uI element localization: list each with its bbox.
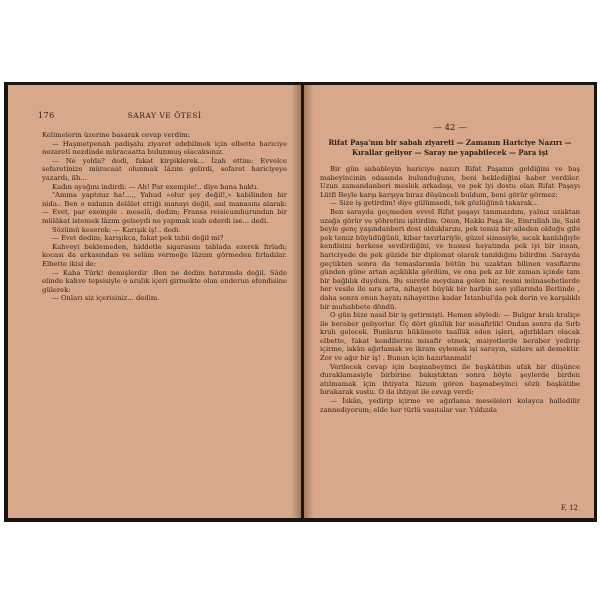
- paragraph: — Haşmetpenah padişahı ziyaret edebilmek için elbette hariciye nezareti nezdinde müracaatta bulunmuş olacaksınız.: [42, 139, 287, 157]
- paragraph: "Amma yaptınız ha!...., Yahud «olur şey değil!,» kabilinden bir nida.. Ben o nidanın delâlet ettiği manayı değil, asıl manasını alarak: — Evet, par exemple . meselâ, dedim; Fransa reisicumhurundan bir mülâkat istemek lâzım gelseydi ne yapmak icab ederdi ise... dedi.: [42, 191, 287, 225]
- paragraph: O gün bize nasıl bir iş getirmişti. Hemen söyledi: — Bulgar kralı kraliçe ile beraber geliyorlar. Üç dört günlük bir misafirlik! Ondan sonra da Sırb kralı gelecek. Bunların hükümete taallûk eden işleri, ağırlıkları olacak elbette, fakat kendilerini misafir etmek, maiyetlerile beraber yedirip içirme, iskân ağırlamak ve ikram eylemek işi sarayın, sizlere ait demektir. Zor ve ağır bir iş! . Bunun için hazırlanmalı!: [320, 311, 580, 363]
- chapter-heading: Rifat Paşa'nın bir sabah ziyareti — Zamanın Hariciye Nazırı — Kırallar geliyor — Saray ne yapabilecek — Para işi: [328, 138, 572, 157]
- paragraph: Bir gün sabableyin hariciye nazırı Rifat Paşanın geldiğini ve baş mabeyincinin odasında bulunduğunu, beni beklediğini haber verdiler. Uzun zamandanberi meslek arkadaşı, ve pek iyi dostu olan Rifat Paşayı Lütfi Beyle karşı karşıya biraz düşünceli buldum, beni görür görmez:: [320, 165, 580, 199]
- paragraph: Sözümü keserek: — Karışık iş!.. dedi.: [52, 225, 181, 234]
- open-book: [4, 82, 597, 522]
- paragraph: — Evet dedim; karışıkca, fakat pek tabii değil mi?: [52, 234, 224, 243]
- left-body-text: [42, 131, 287, 303]
- paragraph: Kelimelerin üzerine basarak cevap verdim:: [42, 131, 190, 139]
- gutter-shadow: [304, 85, 314, 518]
- left-page: [8, 85, 301, 518]
- paragraph: — Ne yolda? dedi, fakat kirpiklerek... İzah ettim: Evvelce sefaretinize müracaat olunmak lâzım gelirdi, sefaret hariciyeye yazardı, ilh...: [42, 156, 287, 182]
- right-page: [304, 85, 594, 518]
- paragraph: Kadın ayağını indirdi: — Ah! Par exemple!.. diye bana baktı.: [52, 182, 259, 191]
- running-title: SARAY VE ÖTESİ: [127, 111, 202, 120]
- gutter-shadow: [291, 85, 301, 518]
- paragraph: — Onları siz içerisiniz... dedim.: [52, 294, 160, 303]
- page-number: 176: [38, 111, 55, 120]
- paragraph: Ben sarayda geçmeden evvel Rifat paşayı tanımazdım, yalnız uzaktan uzağa görür ve şöhretini işitirdim. Onun, Hakkı Paşa ile, Emrullah ile, Said beyle genç yaşındanberi dost olduklarını, pek temiz bir aileden olduğu gibi pek temiz büyüdüğünü, kibar tavırlariyle, güzel simasiyle, sıcak kanlılığıyle kendisini herkese sevdirdiğini, ve hususi hayatında pek iyi bir insan, hariciyede de pek güzide bir diplomat olarak tanıldığını bilirdim .Sarayda geçtikten sonra da temaslarımla bütün bu uzaktan bilinen vasıflarını günden güne artan açıklıkla gördüm, ve ona pek az bir zaman içinde tam bir bağlılık duydum. Bu suretle meydana gelen bir, resmi münasebetlerde her vesile ile sıra arta, nihayet büyük bir harbin son yıllarında Berlinde , daha sonra onun hayatı nihayetine kadar İstanbul'da pek derin ve karşılıklı bir muhabbete döndü.: [320, 207, 580, 311]
- chapter-number: — 42 —: [433, 123, 467, 133]
- signature-mark: F, 12: [560, 504, 578, 512]
- paragraph: — İskân, yedirip içirme ve ağırlama meseleleri kolayca halledilir zannediyorum; elde her türlü vasıtalar var. Yıldızda: [320, 397, 580, 414]
- paragraph: Verilecek cevap için başmabeyinci ile başkâtibin ufak bir düşünce duraklamasiyle birbirine bakıştıktan sonra böyle şeylerde birden atılmamak için ihtiyata lüzum gören başmabeyinci sözü başkâtibe bırakarak sustu. O da ihtiyat ile cevap verdi:: [320, 362, 580, 397]
- right-body-text: [320, 165, 580, 414]
- paragraph: — Size iş getirdim! diye gülümsedi, tek gözlüğünü takarak...: [330, 199, 539, 208]
- paragraph: Kahveyi beklemeden, hiddetle sigarasını tablada ezerek fırladı; kocası da arkasından ve selâm vermeğe lüzum görmeden fırladılar. Elbette ikisi de:: [42, 242, 287, 268]
- running-head: [38, 111, 287, 125]
- paragraph: — Kaba Türk! demişlerdir .Ben ne dedim hatırımda değil. Sâde elinde kahve tepsisiyle o aralık içeri girmekte olan enderun efendisine gülerek:: [42, 268, 287, 294]
